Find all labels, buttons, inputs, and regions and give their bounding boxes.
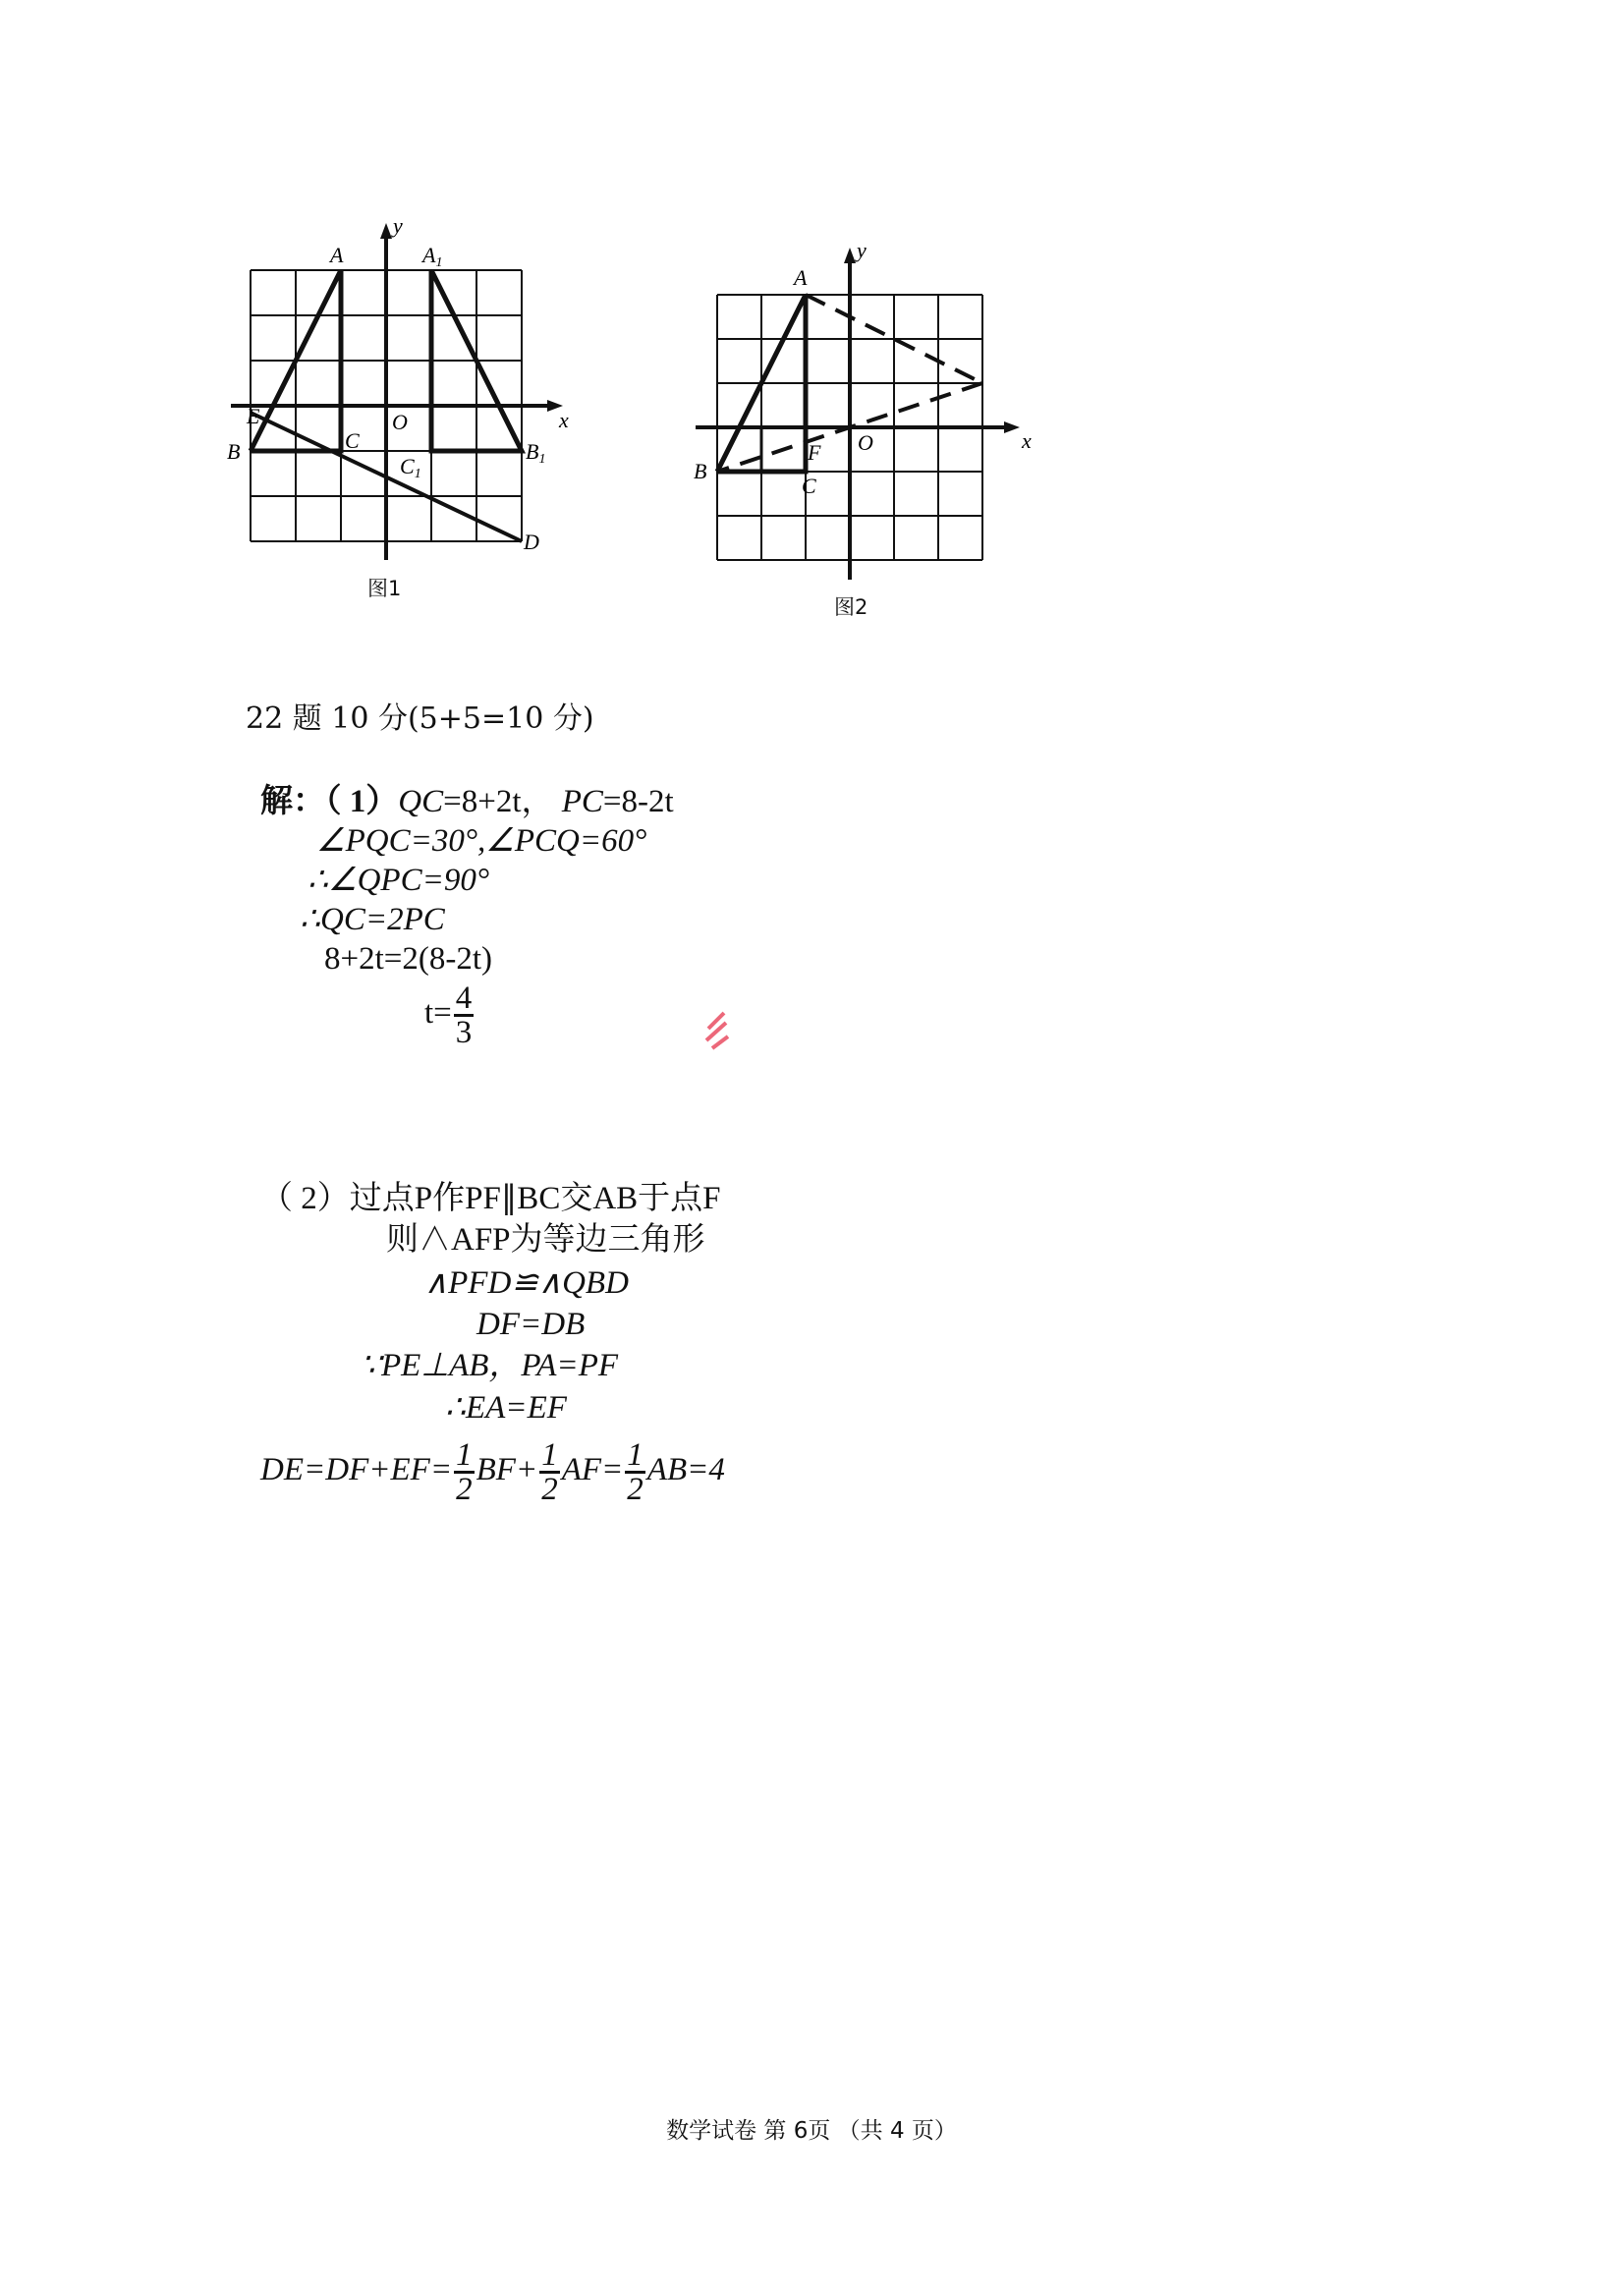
part2-final-equation: DE=DF+EF= $\frac{1}{2}$ BF+ $\frac{1}{2}$ AF= $\frac{1}{2}$ AB=4 bbox=[260, 1437, 725, 1507]
fig2-label-A: A bbox=[794, 265, 808, 290]
part2-line2: 则∧AFP为等边三角形 bbox=[386, 1222, 705, 1258]
fig1-label-A: A bbox=[330, 243, 344, 267]
fig2-label-C: C bbox=[802, 474, 816, 498]
figure-1-caption: 图1 bbox=[367, 577, 402, 600]
page-footer: 数学试卷 第 6页 （共 4 页） bbox=[666, 2118, 957, 2144]
figure-2 bbox=[688, 236, 1061, 619]
fig1-label-A1: A1 bbox=[422, 243, 443, 270]
part2-line5: ∵PE⊥AB，PA=PF bbox=[361, 1348, 619, 1383]
fig1-label-y: y bbox=[393, 213, 403, 238]
figure-2-x-arrow bbox=[1004, 421, 1020, 433]
part1-line1: 解：（ 1）QC=8+2t， PC=8-2t bbox=[260, 784, 674, 819]
fig1-label-C: C bbox=[345, 428, 360, 453]
figure-2-caption: 图2 bbox=[834, 595, 868, 619]
fig1-label-B1: B1 bbox=[526, 439, 546, 467]
question-heading: 22 题 10 分(5+5=10 分) bbox=[246, 701, 594, 736]
fig1-label-x: x bbox=[559, 408, 569, 432]
fig1-label-O: O bbox=[392, 410, 408, 434]
part2-line1: （ 2）过点P作PF∥BC交AB于点F bbox=[260, 1181, 721, 1216]
part1-line4: ∴QC=2PC bbox=[300, 902, 445, 937]
part2-line4: DF=DB bbox=[476, 1307, 586, 1342]
fig2-label-O: O bbox=[858, 430, 873, 455]
fig2-label-y: y bbox=[857, 238, 867, 262]
fig1-label-B: B bbox=[227, 439, 241, 464]
figure-2-y-arrow bbox=[844, 248, 856, 263]
fig1-label-C1: C1 bbox=[400, 454, 421, 481]
part2-line3: ∧PFD≌∧QBD bbox=[424, 1265, 629, 1301]
part1-line3: ∴∠QPC=90° bbox=[308, 863, 490, 898]
fig2-label-x: x bbox=[1022, 428, 1032, 453]
fig2-label-B: B bbox=[694, 459, 707, 483]
part1-line2: ∠PQC=30°,∠PCQ=60° bbox=[316, 823, 647, 859]
fig1-label-D: D bbox=[524, 530, 539, 554]
figure-1-y-arrow bbox=[380, 223, 392, 239]
fig2-label-F: F bbox=[808, 440, 821, 465]
part1-line5: 8+2t=2(8-2t) bbox=[324, 941, 493, 977]
part2-line6: ∴EA=EF bbox=[445, 1390, 567, 1426]
figure-1 bbox=[221, 211, 594, 604]
part1-t-equation: t= $\frac{4}{3}$ bbox=[424, 980, 473, 1050]
fig1-label-E: E bbox=[247, 404, 260, 428]
red-pen-mark bbox=[702, 1007, 732, 1054]
